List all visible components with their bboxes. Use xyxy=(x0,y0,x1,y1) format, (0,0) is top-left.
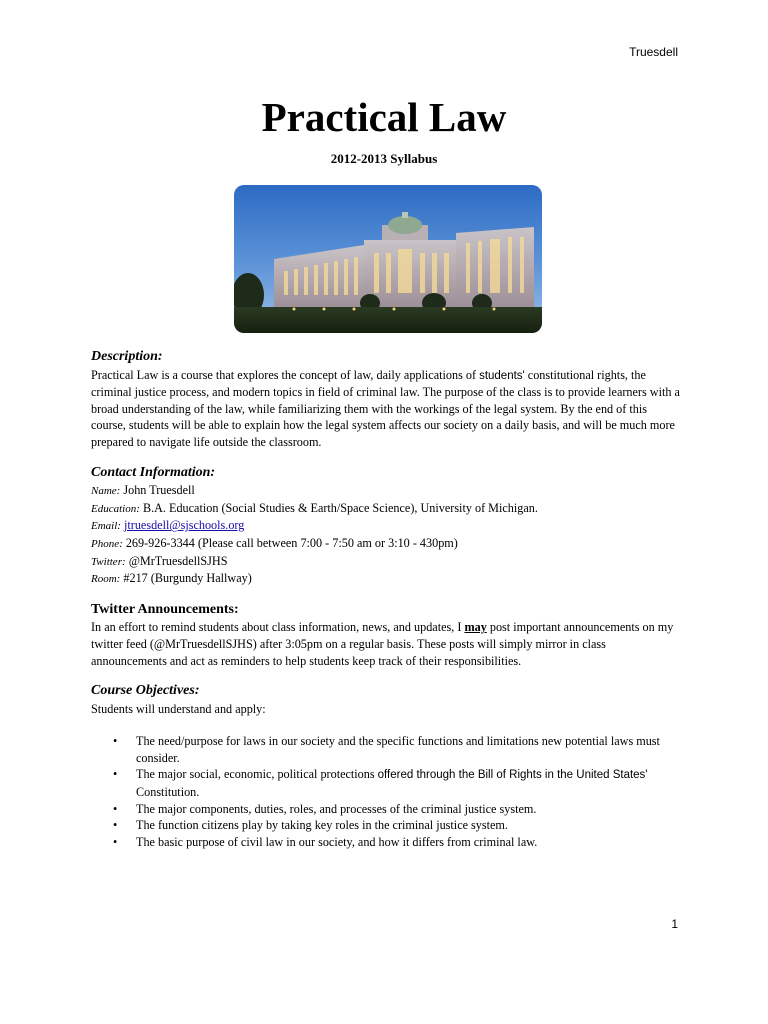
twitter-text-end: post important announcements on my twitter feed (@MrTruesdellSJHS) after 3:05pm on a regular basis. These posts will simply mirror in class announcements and act as reminders to help students keep track of their responsibilities. xyxy=(91,620,674,668)
contact-section xyxy=(91,465,681,588)
room-value: #217 (Burgundy Hallway) xyxy=(123,571,252,586)
objective-item: • The major components, duties, roles, and processes of the criminal justice system. xyxy=(91,801,681,818)
description-text xyxy=(91,367,681,451)
syllabus-content xyxy=(91,349,681,864)
objectives-intro: Students will understand and apply: xyxy=(91,701,266,716)
header-author: Truesdell xyxy=(629,45,678,59)
contact-twitter-row xyxy=(91,553,681,571)
objectives-list xyxy=(91,733,681,850)
description-heading: Description: xyxy=(91,349,163,364)
contact-name-row xyxy=(91,482,681,500)
document-title: Practical Law xyxy=(261,94,507,140)
objective-item: • The function citizens play by taking key roles in the criminal justice system. xyxy=(91,817,681,834)
objective-item: • The need/purpose for laws in our society and the specific functions and limitations new potential laws must consider. xyxy=(91,733,681,766)
twitter-section xyxy=(91,602,681,669)
phone-value: 269-926-3344 (Please call between 7:00 - 7:50 am or 3:10 - 430pm) xyxy=(125,535,458,550)
objectives-heading: Course Objectives: xyxy=(91,683,200,699)
objective-text-start: The major social, economic, political protections xyxy=(136,767,378,782)
contact-room-row xyxy=(91,570,681,588)
students-word: students' xyxy=(479,369,525,382)
objective-text-end: Constitution. xyxy=(136,785,200,800)
objective-item: • The basic purpose of civil law in our society, and how it differs from criminal law. xyxy=(91,834,681,851)
name-label: Name: xyxy=(91,485,121,498)
room-label: Room: xyxy=(91,573,121,586)
twitter-text-start: In an effort to remind students about class information, news, and updates, I xyxy=(91,620,465,635)
name-value: John Truesdell xyxy=(123,483,195,498)
courthouse-photo xyxy=(234,185,542,333)
description-section xyxy=(91,349,681,451)
email-link[interactable]: jtruesdell@sjschools.org xyxy=(124,518,245,533)
contact-heading: Contact Information: xyxy=(91,464,216,480)
contact-email-row xyxy=(91,517,681,535)
bill-of-rights-text: offered through the Bill of Rights in the United States' xyxy=(377,769,648,782)
email-label: Email: xyxy=(91,520,121,533)
page-number: 1 xyxy=(671,917,678,931)
document-subtitle: 2012-2013 Syllabus xyxy=(330,151,438,166)
contact-phone-row xyxy=(91,535,681,553)
may-word: may xyxy=(464,620,487,635)
education-label: Education: xyxy=(91,502,140,515)
twitter-label: Twitter: xyxy=(91,555,126,568)
twitter-value: @MrTruesdellSJHS xyxy=(128,553,228,568)
objective-item xyxy=(91,766,681,800)
education-value: B.A. Education (Social Studies & Earth/Space Science), University of Michigan. xyxy=(142,500,538,515)
description-text-end: constitutional rights, the criminal justice process, and modern topics in field of criminal law. The purpose of the class is to provide learners with a broad understanding of the law, while familiarizing them with the workings of the legal system. By the end of this course, students will be able to explain how the legal system affects our society on a daily basis, and will be much more prepared to navigate life outside the classroom. xyxy=(91,367,680,449)
contact-education-row xyxy=(91,500,681,518)
twitter-text xyxy=(91,619,681,669)
phone-label: Phone: xyxy=(91,537,123,550)
description-text-start: Practical Law is a course that explores the concept of law, daily applications of xyxy=(91,367,480,382)
objectives-section xyxy=(91,683,681,850)
twitter-heading: Twitter Announcements: xyxy=(91,601,239,617)
